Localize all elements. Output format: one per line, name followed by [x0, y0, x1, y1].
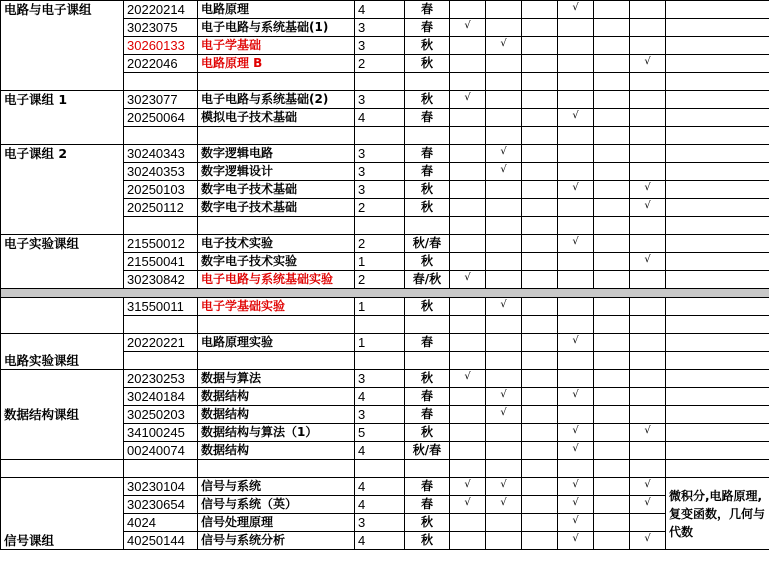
course-code: 20220221 [124, 334, 198, 352]
empty-cell [594, 19, 630, 37]
empty-cell [486, 424, 522, 442]
course-semester: 秋 [405, 298, 450, 316]
empty-cell [630, 1, 666, 19]
empty-cell [594, 199, 630, 217]
empty-cell [522, 163, 558, 181]
course-code: 30240353 [124, 163, 198, 181]
course-code: 34100245 [124, 424, 198, 442]
course-credit: 4 [355, 496, 405, 514]
course-credit: 4 [355, 1, 405, 19]
empty-cell [594, 442, 630, 460]
check-mark: √ [486, 163, 522, 181]
course-credit: 4 [355, 478, 405, 496]
empty-cell [594, 532, 630, 550]
course-name: 信号与系统 [198, 478, 355, 496]
empty-cell [594, 496, 630, 514]
course-name: 数字电子技术基础 [198, 181, 355, 199]
empty-cell [522, 109, 558, 127]
check-mark: √ [486, 406, 522, 424]
check-mark: √ [558, 181, 594, 199]
course-code: 21550041 [124, 253, 198, 271]
empty-cell [486, 91, 522, 109]
course-credit: 3 [355, 370, 405, 388]
empty-cell [594, 478, 630, 496]
course-name: 信号处理原理 [198, 514, 355, 532]
check-mark: √ [558, 514, 594, 532]
empty-cell [522, 271, 558, 289]
course-credit: 4 [355, 442, 405, 460]
course-code: 2022046 [124, 55, 198, 73]
course-code: 3023075 [124, 19, 198, 37]
course-code: 20220214 [124, 1, 198, 19]
empty-cell [450, 298, 486, 316]
empty-cell [522, 253, 558, 271]
empty-cell [558, 253, 594, 271]
table-row [1, 478, 769, 496]
empty-cell [486, 19, 522, 37]
group-name: 电子实验课组 [1, 235, 124, 289]
course-semester: 秋 [405, 514, 450, 532]
empty-cell [630, 109, 666, 127]
course-code: 30240343 [124, 145, 198, 163]
course-credit: 4 [355, 109, 405, 127]
check-mark: √ [450, 271, 486, 289]
check-mark: √ [450, 91, 486, 109]
course-code: 21550012 [124, 235, 198, 253]
check-mark: √ [486, 37, 522, 55]
course-name: 电路原理 B [198, 55, 355, 73]
check-mark: √ [558, 424, 594, 442]
table-row [1, 370, 769, 388]
empty-cell [630, 388, 666, 406]
empty-cell [594, 424, 630, 442]
empty-cell [486, 514, 522, 532]
empty-cell [450, 514, 486, 532]
empty-cell [486, 55, 522, 73]
empty-cell [450, 199, 486, 217]
course-name: 数字逻辑设计 [198, 163, 355, 181]
empty-cell [630, 37, 666, 55]
empty-cell [486, 235, 522, 253]
empty-cell [558, 145, 594, 163]
check-mark: √ [450, 496, 486, 514]
check-mark: √ [558, 334, 594, 352]
course-name: 电路原理实验 [198, 334, 355, 352]
empty-cell [522, 19, 558, 37]
course-code: 4024 [124, 514, 198, 532]
course-semester: 春 [405, 1, 450, 19]
course-semester: 春 [405, 334, 450, 352]
course-code: 20250103 [124, 181, 198, 199]
empty-cell [594, 235, 630, 253]
check-mark: √ [630, 253, 666, 271]
empty-cell [522, 1, 558, 19]
empty-cell [630, 370, 666, 388]
empty-cell [594, 370, 630, 388]
empty-cell [558, 370, 594, 388]
empty-cell [450, 424, 486, 442]
course-credit: 1 [355, 253, 405, 271]
group-name: 电路实验课组 [1, 334, 124, 370]
course-name: 数据结构与算法（1） [198, 424, 355, 442]
empty-cell [486, 370, 522, 388]
empty-cell [450, 181, 486, 199]
empty-cell [450, 253, 486, 271]
empty-cell [450, 235, 486, 253]
empty-cell [522, 514, 558, 532]
table-row [1, 298, 769, 316]
table-row [1, 460, 769, 478]
course-credit: 2 [355, 55, 405, 73]
check-mark: √ [630, 532, 666, 550]
course-code: 30230104 [124, 478, 198, 496]
course-name: 信号与系统分析 [198, 532, 355, 550]
empty-cell [630, 145, 666, 163]
empty-cell [594, 271, 630, 289]
course-name: 电子学基础实验 [198, 298, 355, 316]
empty-cell [594, 37, 630, 55]
course-credit: 3 [355, 37, 405, 55]
course-semester: 春 [405, 109, 450, 127]
course-credit: 3 [355, 91, 405, 109]
course-name: 电子技术实验 [198, 235, 355, 253]
check-mark: √ [558, 388, 594, 406]
course-semester: 秋 [405, 370, 450, 388]
empty-cell [522, 532, 558, 550]
empty-cell [630, 235, 666, 253]
group-name: 电路与电子课组 [1, 1, 124, 91]
empty-cell [522, 145, 558, 163]
empty-cell [558, 406, 594, 424]
empty-cell [450, 532, 486, 550]
course-semester: 秋/春 [405, 442, 450, 460]
course-semester: 秋/春 [405, 235, 450, 253]
course-semester: 春/秋 [405, 271, 450, 289]
course-credit: 3 [355, 145, 405, 163]
empty-cell [558, 91, 594, 109]
empty-cell [450, 163, 486, 181]
check-mark: √ [558, 1, 594, 19]
empty-cell [594, 181, 630, 199]
empty-cell [558, 271, 594, 289]
empty-cell [522, 442, 558, 460]
check-mark: √ [450, 19, 486, 37]
course-credit: 2 [355, 199, 405, 217]
check-mark: √ [630, 424, 666, 442]
empty-cell [486, 253, 522, 271]
empty-cell [594, 334, 630, 352]
course-code: 40250144 [124, 532, 198, 550]
empty-cell [522, 235, 558, 253]
course-credit: 5 [355, 424, 405, 442]
empty-cell [486, 199, 522, 217]
course-name: 电路原理 [198, 1, 355, 19]
empty-cell [594, 163, 630, 181]
empty-cell [450, 1, 486, 19]
table-row [1, 334, 769, 352]
empty-cell [522, 181, 558, 199]
course-semester: 秋 [405, 37, 450, 55]
course-semester: 秋 [405, 199, 450, 217]
section-gap [1, 289, 769, 298]
empty-cell [558, 37, 594, 55]
empty-cell [450, 55, 486, 73]
empty-cell [486, 532, 522, 550]
course-code: 30240184 [124, 388, 198, 406]
group-name: 电子课组 2 [1, 145, 124, 235]
empty-cell [522, 424, 558, 442]
table-row [1, 235, 769, 253]
empty-cell [630, 19, 666, 37]
course-credit: 4 [355, 388, 405, 406]
empty-cell [594, 298, 630, 316]
check-mark: √ [486, 478, 522, 496]
course-name: 电子电路与系统基础实验 [198, 271, 355, 289]
course-semester: 秋 [405, 181, 450, 199]
check-mark: √ [450, 478, 486, 496]
check-mark: √ [630, 55, 666, 73]
empty-cell [450, 442, 486, 460]
empty-cell [630, 91, 666, 109]
check-mark: √ [486, 388, 522, 406]
empty-cell [594, 109, 630, 127]
empty-cell [450, 406, 486, 424]
empty-cell [522, 37, 558, 55]
empty-cell [522, 478, 558, 496]
course-credit: 1 [355, 298, 405, 316]
course-code: 30230842 [124, 271, 198, 289]
empty-cell [450, 388, 486, 406]
check-mark: √ [630, 496, 666, 514]
course-code: 3023077 [124, 91, 198, 109]
prerequisite-note: 微积分,电路原理,复变函数，几何与代数 [666, 478, 769, 550]
empty-cell [630, 271, 666, 289]
course-semester: 春 [405, 406, 450, 424]
course-code: 30230654 [124, 496, 198, 514]
empty-cell [630, 163, 666, 181]
course-name: 数字电子技术基础 [198, 199, 355, 217]
empty-cell [522, 496, 558, 514]
course-credit: 3 [355, 406, 405, 424]
course-name: 电子电路与系统基础(2) [198, 91, 355, 109]
course-semester: 秋 [405, 55, 450, 73]
check-mark: √ [630, 181, 666, 199]
empty-cell [522, 91, 558, 109]
course-name: 数字逻辑电路 [198, 145, 355, 163]
course-credit: 3 [355, 181, 405, 199]
course-code: 00240074 [124, 442, 198, 460]
empty-cell [558, 55, 594, 73]
check-mark: √ [558, 442, 594, 460]
check-mark: √ [630, 199, 666, 217]
course-semester: 秋 [405, 424, 450, 442]
empty-cell [522, 334, 558, 352]
course-name: 数据结构 [198, 406, 355, 424]
empty-cell [522, 55, 558, 73]
check-mark: √ [486, 496, 522, 514]
empty-cell [594, 514, 630, 532]
course-name: 电子学基础 [198, 37, 355, 55]
course-credit: 2 [355, 271, 405, 289]
empty-cell [558, 19, 594, 37]
empty-cell [522, 298, 558, 316]
empty-cell [486, 442, 522, 460]
empty-cell [594, 253, 630, 271]
course-credit: 3 [355, 163, 405, 181]
course-credit: 1 [355, 334, 405, 352]
check-mark: √ [486, 298, 522, 316]
course-code: 20250112 [124, 199, 198, 217]
check-mark: √ [558, 235, 594, 253]
course-name: 数据与算法 [198, 370, 355, 388]
course-credit: 3 [355, 19, 405, 37]
course-code: 20230253 [124, 370, 198, 388]
course-semester: 春 [405, 388, 450, 406]
empty-cell [486, 1, 522, 19]
course-semester: 春 [405, 19, 450, 37]
check-mark: √ [450, 370, 486, 388]
empty-cell [450, 109, 486, 127]
group-name: 数据结构课组 [1, 370, 124, 460]
course-semester: 秋 [405, 91, 450, 109]
check-mark: √ [558, 478, 594, 496]
empty-cell [450, 334, 486, 352]
empty-cell [594, 145, 630, 163]
course-credit: 4 [355, 532, 405, 550]
empty-cell [630, 442, 666, 460]
course-name: 模拟电子技术基础 [198, 109, 355, 127]
group-name [1, 298, 124, 334]
empty-cell [594, 406, 630, 424]
empty-cell [486, 271, 522, 289]
table-row [1, 145, 769, 163]
empty-cell [486, 334, 522, 352]
course-name: 数据结构 [198, 442, 355, 460]
empty-cell [486, 181, 522, 199]
empty-cell [450, 37, 486, 55]
course-semester: 秋 [405, 532, 450, 550]
course-code: 30260133 [124, 37, 198, 55]
empty-cell [450, 145, 486, 163]
empty-cell [630, 334, 666, 352]
course-semester: 春 [405, 145, 450, 163]
course-code: 20250064 [124, 109, 198, 127]
course-name: 数字电子技术实验 [198, 253, 355, 271]
empty-cell [630, 298, 666, 316]
course-code: 30250203 [124, 406, 198, 424]
course-credit: 3 [355, 514, 405, 532]
check-mark: √ [558, 532, 594, 550]
empty-cell [594, 388, 630, 406]
course-semester: 春 [405, 496, 450, 514]
empty-cell [630, 514, 666, 532]
empty-cell [594, 91, 630, 109]
course-semester: 春 [405, 163, 450, 181]
empty-cell [522, 406, 558, 424]
check-mark: √ [558, 496, 594, 514]
check-mark: √ [486, 145, 522, 163]
empty-cell [522, 370, 558, 388]
empty-cell [630, 406, 666, 424]
empty-cell [486, 109, 522, 127]
course-semester: 秋 [405, 253, 450, 271]
empty-cell [558, 199, 594, 217]
check-mark: √ [630, 478, 666, 496]
group-name: 信号课组 [1, 478, 124, 550]
empty-cell [522, 199, 558, 217]
course-name: 信号与系统（英） [198, 496, 355, 514]
empty-cell [594, 1, 630, 19]
course-name: 电子电路与系统基础(1) [198, 19, 355, 37]
course-credit: 2 [355, 235, 405, 253]
table-row [1, 91, 769, 109]
check-mark: √ [558, 109, 594, 127]
empty-cell [558, 163, 594, 181]
empty-cell [558, 298, 594, 316]
table-row [1, 1, 769, 19]
empty-cell [594, 55, 630, 73]
course-code: 31550011 [124, 298, 198, 316]
group-name: 电子课组 1 [1, 91, 124, 145]
course-semester: 春 [405, 478, 450, 496]
empty-cell [522, 388, 558, 406]
course-name: 数据结构 [198, 388, 355, 406]
